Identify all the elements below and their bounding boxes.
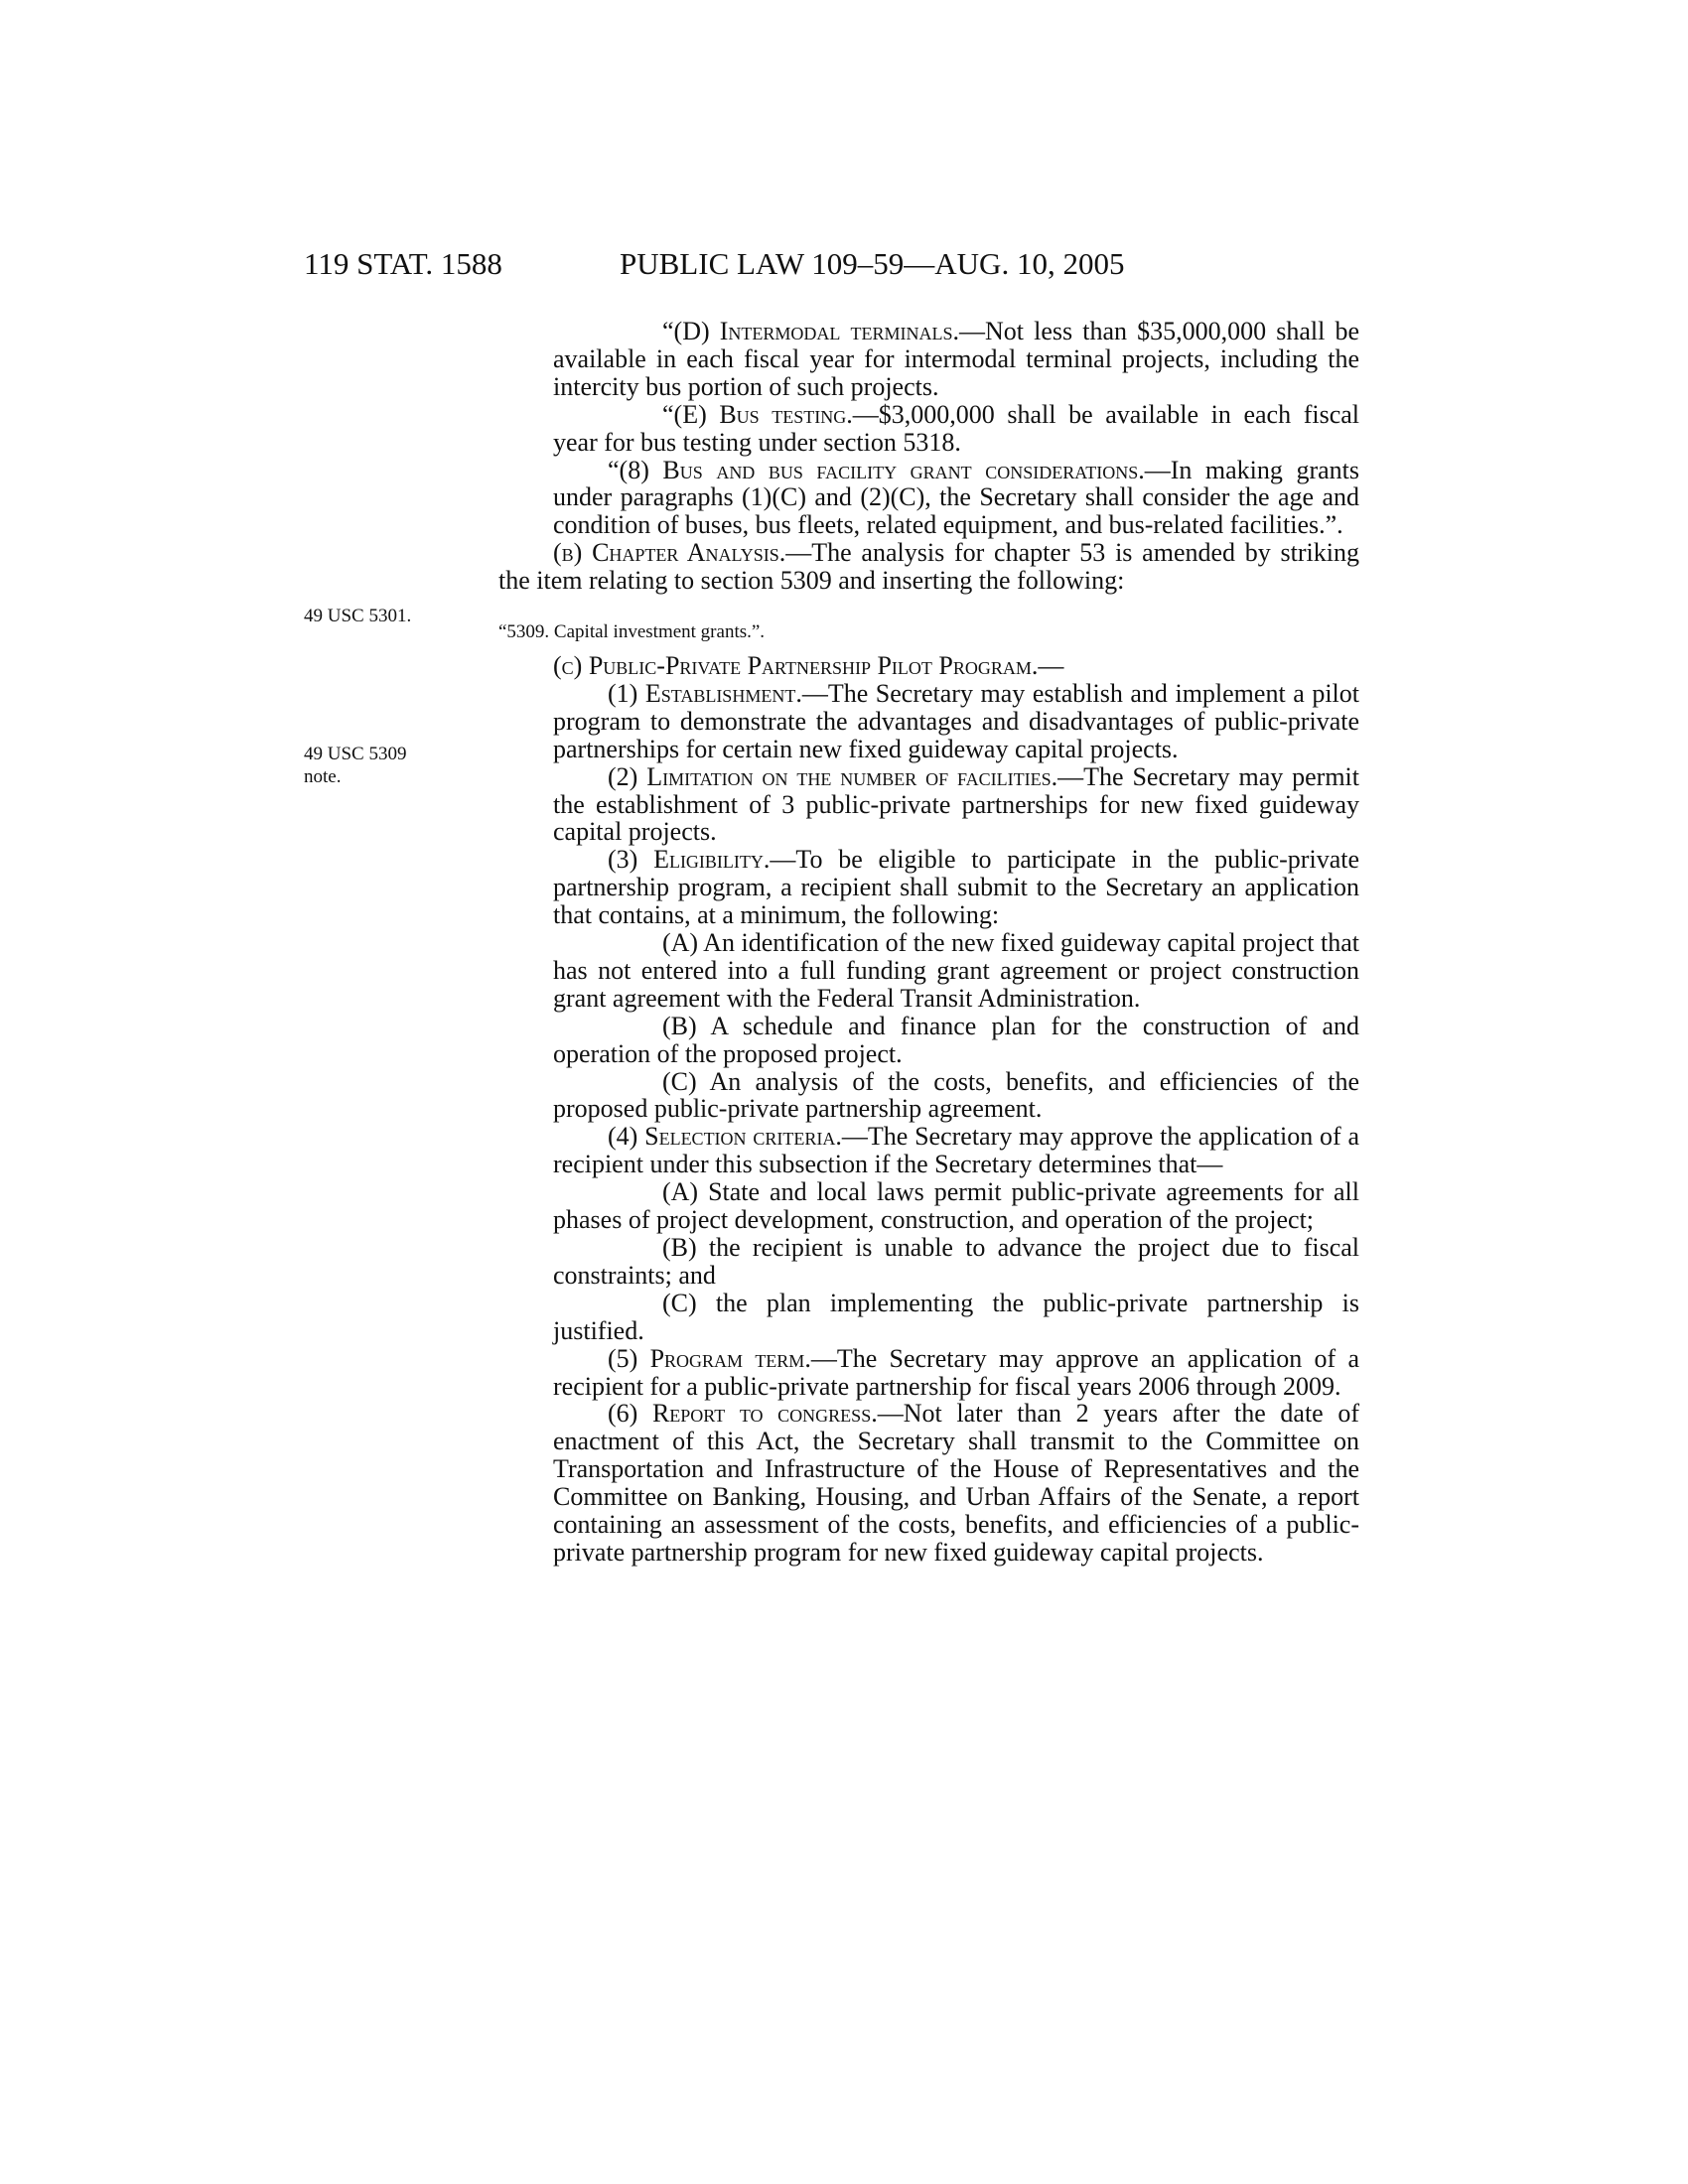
paragraph-text: —The Secretary may approve the application of a recipient under this subsection if the Secretary determines that— [553,1122,1360,1179]
paragraph-heading: (2) Limitation on the number of facilities. [608,761,1058,791]
subparagraph-c4a: (A) State and local laws permit public-private agreements for all phases of project development, construction, and operation of the project; [553,1177,1359,1235]
paragraph-text: —To be eligible to participate in the public-private partnership program, a recipient shall submit to the Secretary an application that contains, at a minimum, the following: [553,845,1359,930]
paragraph-heading: (6) Report to congress. [608,1399,878,1429]
paragraph-c3 [498,846,1359,929]
margin-note-line: note. [304,766,342,787]
paragraph-c4 [498,1123,1359,1178]
paragraph-c1 [498,680,1359,763]
margin-note-line: 49 USC 5309 [304,744,407,764]
paragraph-c2 [498,763,1359,847]
chapter-analysis-item: “5309. Capital investment grants.”. [498,621,766,643]
subsection-text: —The analysis for chapter 53 is amended by striking the item relating to section 5309 and inserting the following: [498,538,1359,596]
statute-body [498,318,1359,1567]
paragraph-heading: “(8) Bus and bus facility grant considerations. [608,455,1145,484]
subparagraph-heading: “(E) Bus testing. [662,399,853,429]
paragraph-8 [498,457,1359,540]
subsection-b [498,539,1359,595]
subparagraph-e [498,401,1359,457]
paragraph-text: —The Secretary may permit the establishment of 3 public-private partnerships for new fixed guideway capital projects. [553,761,1359,847]
subparagraph-c3c: (C) An analysis of the costs, benefits, and efficiencies of the proposed public-private partnership agreement. [553,1066,1359,1124]
paragraph-c5 [498,1345,1359,1401]
paragraph-heading: (1) Establishment. [608,678,802,708]
subparagraph-c4b: (B) the recipient is unable to advance the project due to fiscal constraints; and [553,1233,1359,1290]
page-stat-citation: 119 STAT. 1588 [304,246,502,281]
subparagraph-d [498,318,1359,401]
margin-note-49-usc-5301: 49 USC 5301. [304,606,412,626]
paragraph-heading: (5) Program term. [608,1343,811,1373]
paragraph-text: —The Secretary may approve an application of a recipient for a public-private partnership for fiscal years 2006 through 2009. [553,1343,1360,1401]
paragraph-text: —Not later than 2 years after the date of enactment of this Act, the Secretary shall transmit to the Committee on Transportation and Infrastructure of the House of Representatives and the Committee on Banking, Housing, and Urban Affairs of the Senate, a report containing an assessment of the costs, benefits, and efficiencies of a public-private partnership program for new fixed guideway capital projects. [553,1399,1360,1567]
margin-note-49-usc-5309 [304,743,453,788]
subparagraph-heading: “(D) Intermodal terminals. [662,317,960,345]
subparagraph-text: —Not less than $35,000,000 shall be available in each fiscal year for intermodal terminal projects, including the intercity bus portion of such projects. [553,317,1359,401]
paragraph-text: —The Secretary may establish and implement a pilot program to demonstrate the advantages and disadvantages of public-private partnerships for certain new fixed guideway capital projects. [553,678,1359,763]
subparagraph-c3b: (B) A schedule and finance plan for the construction of and operation of the proposed project. [553,1011,1359,1068]
subparagraph-text: —$3,000,000 shall be available in each fiscal year for bus testing under section 5318. [553,399,1360,457]
paragraph-heading: (3) Eligibility. [608,845,771,875]
subsection-heading: (c) Public-Private Partnership Pilot Program.— [553,650,1064,680]
paragraph-text: —In making grants under paragraphs (1)(C) and (2)(C), the Secretary shall consider the age and condition of buses, bus fleets, related equipment, and bus-related facilities.”. [553,455,1359,540]
paragraph-c6 [498,1400,1359,1566]
subparagraph-c3a: (A) An identification of the new fixed guideway capital project that has not entered into a full funding grant agreement or project construction grant agreement with the Federal Transit Administration. [553,928,1359,1013]
subsection-c-heading [498,652,1359,680]
running-header: PUBLIC LAW 109–59—AUG. 10, 2005 [620,246,1125,281]
subparagraph-c4c: (C) the plan implementing the public-private partnership is justified. [553,1288,1359,1345]
paragraph-heading: (4) Selection criteria. [608,1122,842,1152]
subsection-heading: (b) Chapter Analysis. [553,538,786,568]
